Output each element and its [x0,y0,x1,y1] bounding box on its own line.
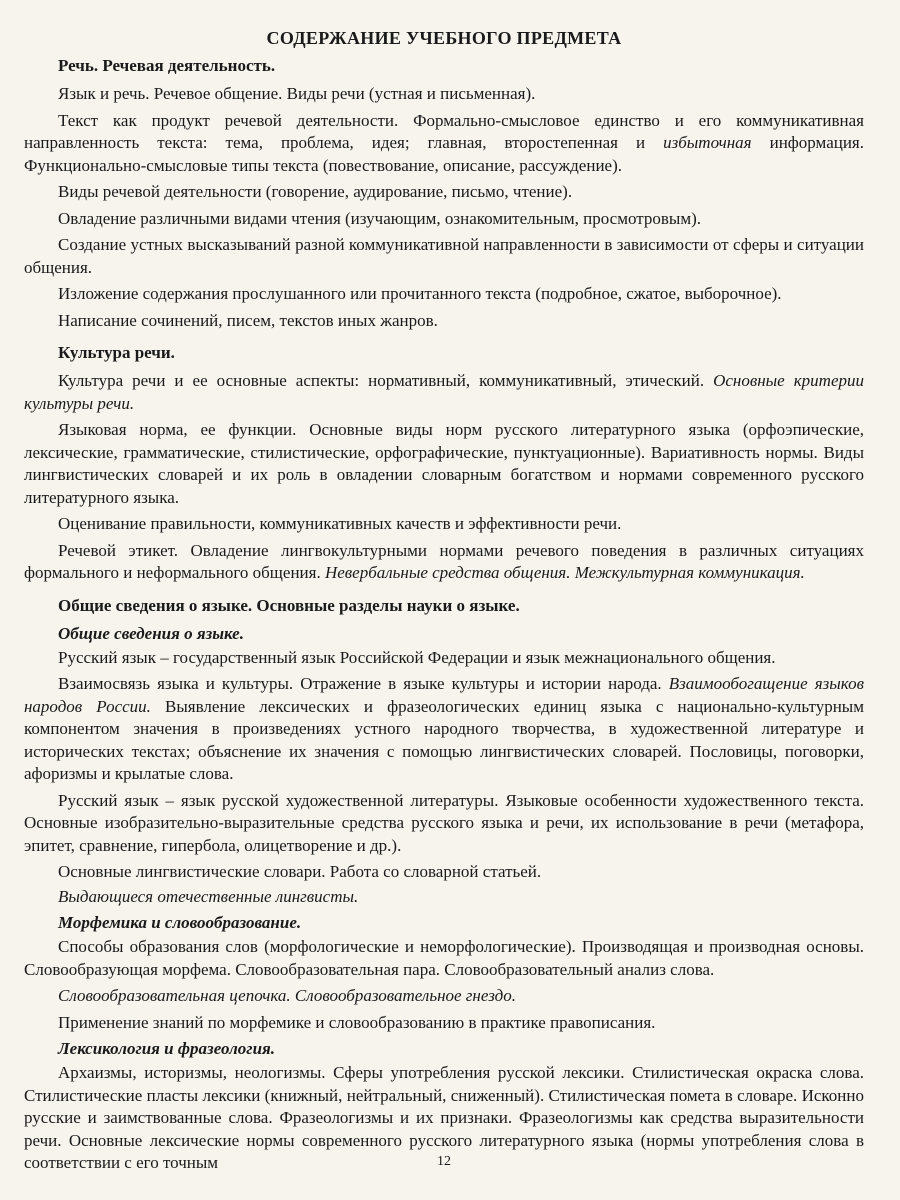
italic-text: Невербальные средства общения. Межкультурная коммуникация. [324,563,805,582]
paragraph [24,110,864,178]
italic-text: Взаимообогащение языков народов России. [24,674,864,716]
page-number: 12 [437,1154,451,1169]
subsection-heading: Лексикология и фразеология. [58,1039,276,1058]
section-heading-culture: Культура речи. [58,343,175,362]
italic-text: Основные критерии культуры речи. [24,371,865,413]
paragraph [24,673,864,786]
page-title: СОДЕРЖАНИЕ УЧЕБНОГО ПРЕДМЕТА [266,28,622,48]
paragraph: Основные лингвистические словари. Работа со словарной статьей. [58,862,542,881]
paragraph: Создание устных высказываний разной коммуникативной направленности в зависимости от сферы и ситуации общения. [24,235,864,277]
paragraph: Написание сочинений, писем, текстов иных жанров. [58,310,438,330]
text-run: информация. Функционально-смысловые типы текста (повествование, описание, рассуждение). [24,133,864,175]
italic-text: избыточная [663,133,752,152]
paragraph-italic: Словообразовательная цепочка. Словообразовательное гнездо. [58,986,516,1005]
text-run: Речевой этикет. Овладение лингвокультурными нормами речевого поведения в различных ситуациях формального и неформального общения. [24,540,864,582]
paragraph: Виды речевой деятельности (говорение, аудирование, письмо, чтение). [58,182,573,201]
paragraph: Оценивание правильности, коммуникативных качеств и эффективности речи. [58,514,622,533]
section-heading-speech: Речь. Речевая деятельность. [58,56,276,75]
paragraph: Применение знаний по морфемике и словообразованию в практике правописания. [58,1012,656,1032]
section-heading-general: Общие сведения о языке. Основные разделы науки о языке. [58,595,520,615]
text-run: Культура речи и ее основные аспекты: нормативный, коммуникативный, этический. [58,371,714,390]
paragraph: Русский язык – государственный язык Российской Федерации и язык межнационального общения. [58,647,776,667]
paragraph: Язык и речь. Речевое общение. Виды речи (устная и письменная). [58,84,536,103]
text-run: Текст как продукт речевой деятельности. Формально-смысловое единство и его коммуникативная направленность текста: тема, проблема, идея; главная, второстепенная и [24,110,864,152]
text-run: Выявление лексических и фразеологических единиц языка с национально-культурным компонентом значения в произведениях устного народного творчества, в художественной литературе и исторических текстах; объяснение их значения с помощью лингвистических словарей. Пословицы, поговорки, афоризмы и крылатые слова. [24,696,864,783]
paragraph [24,540,864,585]
paragraph: Архаизмы, историзмы, неологизмы. Сферы употребления русской лексики. Стилистическая окраска слова. Стилистические пласты лексики (книжный, нейтральный, сниженный). Стилистическая помета в словаре. Исконно русские и заимствованные слова. Фразеологизмы и их признаки. Фразеологизмы как средства выразительности речи. Основные лексические нормы современного русского литературного языка (нормы употребления слова в соответствии с его точным [24,1063,864,1172]
paragraph: Языковая норма, ее функции. Основные виды норм русского литературного языка (орфоэпические, лексические, грамматические, стилистические, орфографические, пунктуационные). Вариативность нормы. Виды лингвистических словарей и их роль в овладении словарным богатством и нормами современного русского литературного языка. [24,420,864,507]
text-run: Взаимосвязь языка и культуры. Отражение в языке культуры и истории народа. [58,674,669,693]
paragraph: Русский язык – язык русской художественной литературы. Языковые особенности художественного текста. Основные изобразительно-выразительные средства русского языка и речи, их использование в речи (метафора, эпитет, сравнение, гипербола, олицетворение и др.). [24,790,864,855]
paragraph-italic: Выдающиеся отечественные лингвисты. [58,886,359,906]
subsection-heading: Морфемика и словообразование. [58,913,302,932]
document-page [24,24,864,1174]
paragraph: Овладение различными видами чтения (изучающим, ознакомительным, просмотровым). [58,208,702,228]
paragraph: Изложение содержания прослушанного или прочитанного текста (подробное, сжатое, выборочное). [58,284,782,303]
paragraph [24,370,864,415]
paragraph: Способы образования слов (морфологические и неморфологические). Производящая и производная основы. Словообразующая морфема. Словообразовательная пара. Словообразовательный анализ слова. [24,937,864,979]
subsection-heading: Общие сведения о языке. [58,623,244,643]
